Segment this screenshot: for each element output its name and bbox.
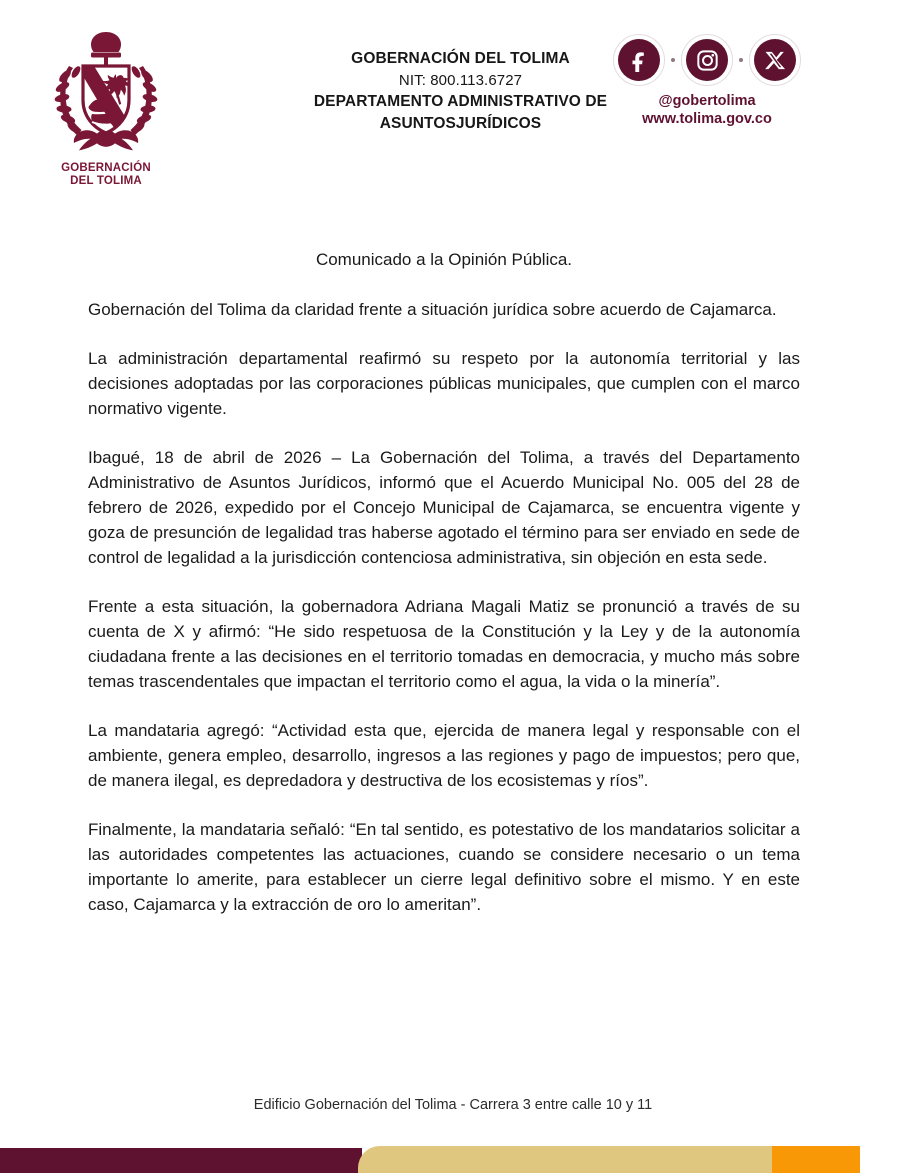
tolima-coat-of-arms-icon — [36, 26, 176, 166]
x-twitter-icon — [754, 39, 796, 81]
tolima-coat-of-arms-logo — [36, 26, 176, 198]
header-nit: NIT: 800.113.6727 — [398, 72, 523, 89]
body-paragraph: Ibagué, 18 de abril de 2026 – La Gobernación del Tolima, a través del Departamento Administrativo de Asuntos Jurídicos, informó que el Acuerdo Municipal No. 005 del 28 de febrero de 2026, expedido por el Concejo Municipal de Cajamarca, se encuentra vigente y goza de presunción de legalidad tras haberse agotado el término para ser enviado en sede de control de legalidad a la jurisdicción contenciosa administrativa, sin objeción en esta sede. — [88, 448, 800, 567]
body-paragraph: Gobernación del Tolima da claridad frente a situación jurídica sobre acuerdo de Cajamarca. — [88, 300, 777, 320]
icon-separator-dot — [671, 58, 675, 62]
social-icon-row — [612, 34, 802, 86]
facebook-icon — [618, 39, 660, 81]
instagram-button[interactable] — [681, 34, 733, 86]
footer-bar-orange-segment — [772, 1146, 860, 1173]
crest-caption-line-2: DEL TOLIMA — [70, 174, 142, 187]
instagram-icon — [686, 39, 728, 81]
footer-address: Edificio Gobernación del Tolima - Carrera 3 entre calle 10 y 11 — [253, 1097, 653, 1113]
body-paragraph: Finalmente, la mandataria señaló: “En tal sentido, es potestativo de los mandatarios solicitar a las autoridades competentes las actuaciones, cuando se considere necesario o un tema importante lo amerite, para establecer un cierre legal definitivo sobre el mismo. Y en este caso, Cajamarca y la extracción de oro lo ameritan”. — [88, 819, 800, 914]
crest-caption-line-1: GOBERNACIÓN — [61, 162, 151, 174]
body-paragraph: Frente a esta situación, la gobernadora Adriana Magali Matiz se pronunció a través de su cuenta de X y afirmó: “He sido respetuosa de la Constitución y la Ley y de la autonomía ciudadana frente a las decisiones en el territorio tomadas en democracia, y mucho más sobre temas trascendentales que impactan el territorio como el agua, la vida o la minería”. — [88, 596, 800, 691]
social-handle — [612, 93, 802, 129]
footer-bar-tan-segment — [358, 1146, 774, 1173]
icon-separator-dot — [739, 58, 743, 62]
social-block — [612, 34, 802, 129]
header-department-line-1: DEPARTAMENTO ADMINISTRATIVO DE — [313, 93, 608, 111]
document-lead: Comunicado a la Opinión Pública. — [315, 250, 573, 269]
social-handle-username: @gobertolima — [658, 93, 756, 109]
social-website-url: www.tolima.gov.co — [642, 110, 772, 127]
header-title-entity: GOBERNACIÓN DEL TOLIMA — [351, 50, 570, 67]
crest-caption — [36, 162, 176, 188]
facebook-button[interactable] — [613, 34, 665, 86]
footer-color-bar — [0, 1146, 906, 1173]
body-paragraph: La mandataria agregó: “Actividad esta que, ejercida de manera legal y responsable con el ambiente, genera empleo, desarrollo, ingresos a las regiones y pago de impuestos; pero que, de manera ilegal, es depredadora y destructiva de los ecosistemas y ríos”. — [88, 720, 800, 790]
document-header — [0, 0, 906, 210]
x-twitter-button[interactable] — [749, 34, 801, 86]
footer-bar-maroon-segment — [0, 1148, 362, 1173]
document-body — [88, 248, 800, 918]
header-department-line-2: ASUNTOSJURÍDICOS — [379, 115, 542, 133]
body-paragraph: La administración departamental reafirmó su respeto por la autonomía territorial y las decisiones adoptadas por las corporaciones públicas municipales, que cumplen con el marco normativo vigente. — [88, 349, 800, 419]
